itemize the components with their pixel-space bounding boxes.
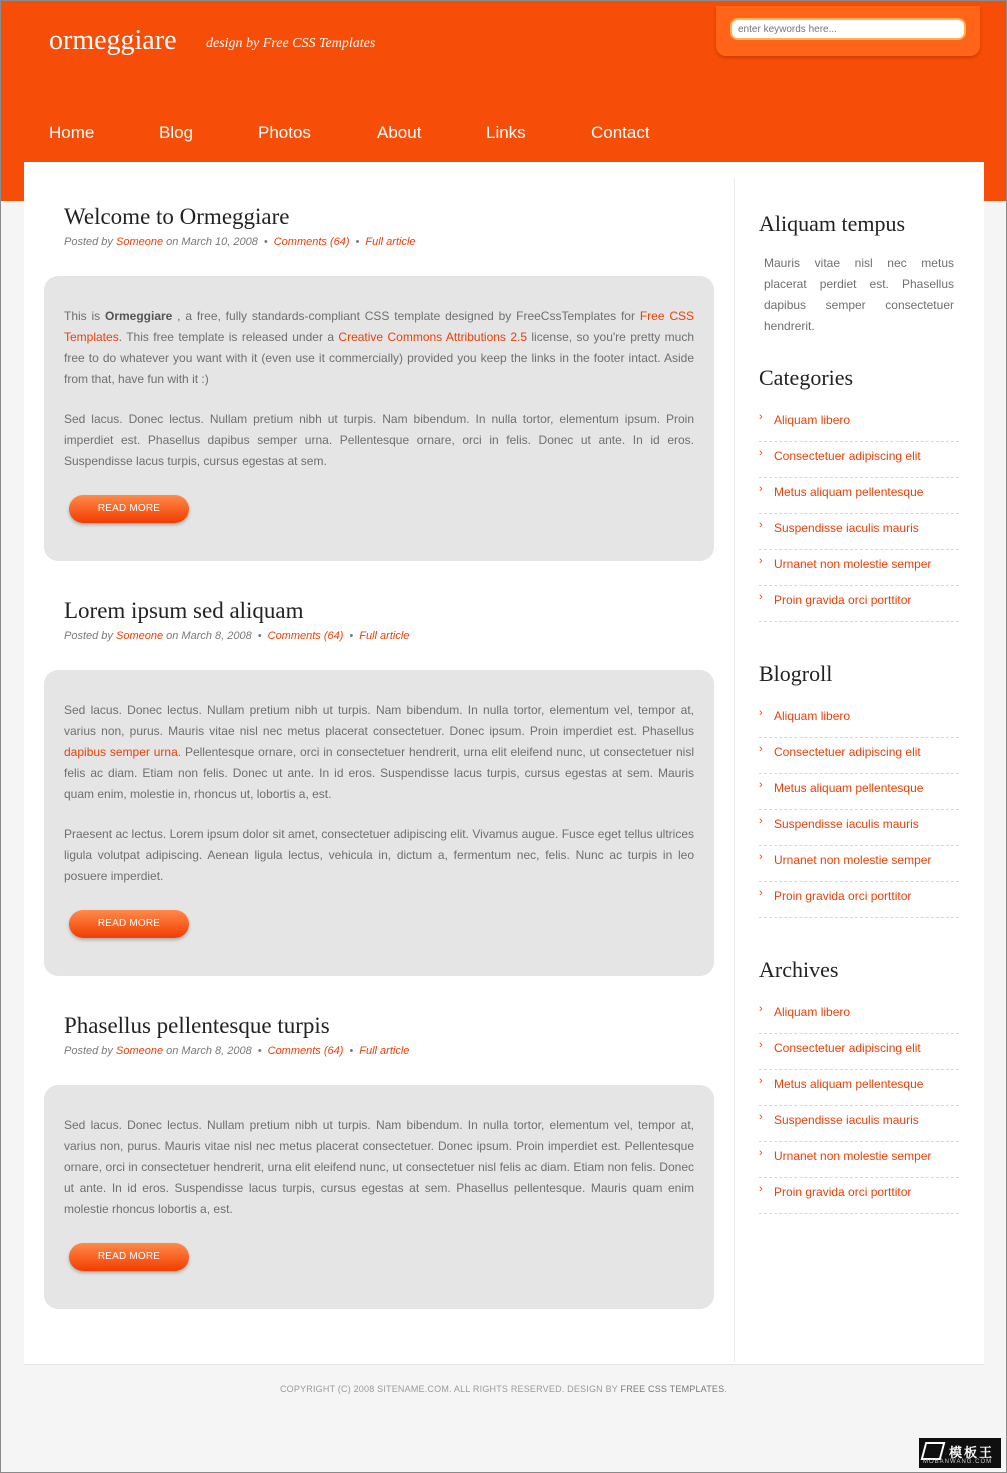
chevron-right-icon: › <box>759 779 763 791</box>
blogroll-link[interactable]: Aliquam libero <box>774 709 851 723</box>
nav-about[interactable]: About <box>377 123 422 142</box>
sidebar-title-archives: Archives <box>759 957 839 982</box>
meta-separator: • <box>355 236 360 248</box>
copyright-text: COPYRIGHT (C) 2008 SITENAME.COM. ALL RIGHTS RESERVED. DESIGN BY <box>279 1384 621 1394</box>
chevron-right-icon: › <box>759 591 763 603</box>
post-entry <box>44 276 714 561</box>
categories-list <box>759 406 959 622</box>
post-paragraph <box>64 306 694 390</box>
blogroll-item[interactable] <box>759 846 959 882</box>
blogroll-list <box>759 702 959 918</box>
full-article-link[interactable]: Full article <box>359 630 410 642</box>
archive-link[interactable]: Metus aliquam pellentesque <box>774 1077 924 1091</box>
chevron-right-icon: › <box>759 447 763 459</box>
chevron-right-icon: › <box>759 1147 763 1159</box>
blogroll-link[interactable]: Urnanet non molestie semper <box>774 853 932 867</box>
meta-separator: • <box>257 630 262 642</box>
category-item[interactable] <box>759 514 959 550</box>
post-paragraph: Praesent ac lectus. Lorem ipsum dolor sit amet, consectetuer adipiscing elit. Vivamus augue. Fusce eget tellus ultrices ligula volutpat adipiscing. Aenean ligula lectus, vehicula in, dictum a, fermentum nec, felis. Nunc ac turpis in leo posuere imperdiet. <box>64 827 694 883</box>
comments-link[interactable]: Comments (64) <box>267 630 344 642</box>
text: . This free template is released under a <box>118 330 339 344</box>
chevron-right-icon: › <box>759 1003 763 1015</box>
sidebar-title-categories: Categories <box>759 365 854 390</box>
footer-divider <box>24 1364 984 1365</box>
archive-item[interactable] <box>759 1142 959 1178</box>
archive-link[interactable]: Consectetuer adipiscing elit <box>774 1041 921 1055</box>
post-title[interactable]: Lorem ipsum sed aliquam <box>64 598 304 623</box>
category-link[interactable]: Proin gravida orci porttitor <box>774 593 912 607</box>
footer-end: . <box>724 1384 728 1394</box>
author-link[interactable]: Someone <box>115 1045 164 1057</box>
free-css-templates-link[interactable]: Free CSS Templates <box>64 309 694 344</box>
chevron-right-icon: › <box>759 1039 763 1051</box>
blogroll-link[interactable]: Proin gravida orci porttitor <box>774 889 912 903</box>
meta-separator: • <box>349 1045 354 1057</box>
dapibus-link[interactable]: dapibus semper urna <box>64 745 178 759</box>
comments-link[interactable]: Comments (64) <box>273 236 350 248</box>
meta-separator: • <box>257 1045 262 1057</box>
post-title[interactable]: Phasellus pellentesque turpis <box>64 1013 330 1038</box>
text: Sed lacus. Donec lectus. Nullam pretium nibh ut turpis. Nam bibendum. In nulla tortor, elementum vel, tempor at, varius non, purus. Mauris vitae nisl nec metus placerat consectetuer. Donec ipsum. Proin imperdiet est. Phasellus <box>64 703 694 738</box>
archive-item[interactable] <box>759 1034 959 1070</box>
design-credit-link[interactable]: FREE CSS TEMPLATES <box>620 1384 725 1394</box>
chevron-right-icon: › <box>759 483 763 495</box>
blogroll-link[interactable]: Suspendisse iaculis mauris <box>774 817 919 831</box>
sidebar-title-about: Aliquam tempus <box>759 211 906 236</box>
category-link[interactable]: Consectetuer adipiscing elit <box>774 449 921 463</box>
archives-list <box>759 998 959 1214</box>
bold-text: Ormeggiare <box>105 309 173 323</box>
site-logo[interactable]: ormeggiare <box>49 25 177 56</box>
blogroll-item[interactable] <box>759 738 959 774</box>
archive-item[interactable] <box>759 998 959 1034</box>
author-link[interactable]: Someone <box>115 630 164 642</box>
chevron-right-icon: › <box>759 707 763 719</box>
read-more-button[interactable]: READ MORE <box>69 495 189 523</box>
full-article-link[interactable]: Full article <box>359 1045 410 1057</box>
chevron-right-icon: › <box>759 887 763 899</box>
chevron-right-icon: › <box>759 1111 763 1123</box>
category-item[interactable] <box>759 442 959 478</box>
chevron-right-icon: › <box>759 851 763 863</box>
post-date: on March 8, 2008 <box>166 1045 252 1057</box>
archive-item[interactable] <box>759 1070 959 1106</box>
chevron-right-icon: › <box>759 555 763 567</box>
post-meta <box>64 236 416 248</box>
search-box <box>716 6 980 56</box>
blogroll-item[interactable] <box>759 810 959 846</box>
meta-separator: • <box>263 236 268 248</box>
post-date: on March 10, 2008 <box>166 236 258 248</box>
category-item[interactable] <box>759 550 959 586</box>
category-item[interactable] <box>759 478 959 514</box>
archive-item[interactable] <box>759 1178 959 1214</box>
blogroll-link[interactable]: Metus aliquam pellentesque <box>774 781 924 795</box>
post-title[interactable]: Welcome to Ormeggiare <box>64 204 290 229</box>
nav-photos[interactable]: Photos <box>258 123 311 142</box>
chevron-right-icon: › <box>759 411 763 423</box>
full-article-link[interactable]: Full article <box>365 236 416 248</box>
watermark-text: 模板王 <box>949 1445 995 1460</box>
chevron-right-icon: › <box>759 1183 763 1195</box>
category-link[interactable]: Suspendisse iaculis mauris <box>774 521 919 535</box>
blogroll-item[interactable] <box>759 774 959 810</box>
category-link[interactable]: Aliquam libero <box>774 413 851 427</box>
category-link[interactable]: Metus aliquam pellentesque <box>774 485 924 499</box>
nav-blog[interactable]: Blog <box>159 123 194 142</box>
sidebar-title-blogroll: Blogroll <box>759 661 833 686</box>
category-link[interactable]: Urnanet non molestie semper <box>774 557 932 571</box>
text: license, so you're pretty much free to do whatever you want with it (even use it commercially) provided you keep the links in the footer intact. Aside from that, have fun with it :) <box>64 330 694 386</box>
blogroll-item[interactable] <box>759 882 959 918</box>
post-meta <box>64 1045 409 1057</box>
chevron-right-icon: › <box>759 743 763 755</box>
post-date: on March 8, 2008 <box>166 630 252 642</box>
read-more-button[interactable]: READ MORE <box>69 910 189 938</box>
post-entry <box>44 1085 714 1309</box>
nav-home[interactable]: Home <box>49 123 95 142</box>
read-more-button[interactable]: READ MORE <box>69 1243 189 1271</box>
meta-separator: • <box>349 630 354 642</box>
site-slogan: design by Free CSS Templates <box>206 36 376 51</box>
archive-link[interactable]: Proin gravida orci porttitor <box>774 1185 912 1199</box>
posted-by-label: Posted by <box>64 236 113 248</box>
watermark-subtext: MOBANWANG.COM <box>923 1459 993 1465</box>
archive-link[interactable]: Aliquam libero <box>774 1005 851 1019</box>
category-item[interactable] <box>759 406 959 442</box>
posted-by-label: Posted by <box>64 1045 113 1057</box>
text: . Pellentesque ornare, orci in consectetuer hendrerit, urna elit eleifend nunc, ut consectetuer nisl felis ac diam. Etiam non felis. Donec ut ante. In id eros. Suspendisse lacus turpis, cursus egestas at sem. Mauris quam enim, molestie in, rhoncus ut, lobortis a, est. <box>64 745 695 801</box>
watermark-logo <box>919 1438 1001 1468</box>
watermark-icon <box>921 1442 946 1460</box>
posted-by-label: Posted by <box>64 630 113 642</box>
nav-contact[interactable]: Contact <box>591 123 650 142</box>
archive-link[interactable]: Urnanet non molestie semper <box>774 1149 932 1163</box>
blogroll-link[interactable]: Consectetuer adipiscing elit <box>774 745 921 759</box>
chevron-right-icon: › <box>759 1075 763 1087</box>
post-entry <box>44 670 714 976</box>
text: , a free, fully standards-compliant CSS template designed by FreeCssTemplates for <box>172 309 640 323</box>
comments-link[interactable]: Comments (64) <box>267 1045 344 1057</box>
author-link[interactable]: Someone <box>115 236 164 248</box>
site-footer <box>0 1384 1007 1394</box>
archive-link[interactable]: Suspendisse iaculis mauris <box>774 1113 919 1127</box>
sidebar-about-text: Mauris vitae nisl nec metus placerat perdiet est. Phasellus dapibus semper consectetuer hendrerit. <box>764 256 954 333</box>
nav-links[interactable]: Links <box>486 123 526 142</box>
chevron-right-icon: › <box>759 815 763 827</box>
search-input[interactable] <box>730 18 966 40</box>
column-divider <box>734 178 735 1362</box>
category-item[interactable] <box>759 586 959 622</box>
blogroll-item[interactable] <box>759 702 959 738</box>
post-paragraph: Sed lacus. Donec lectus. Nullam pretium nibh ut turpis. Nam bibendum. In nulla tortor, elementum ipsum. Proin imperdiet est. Phasellus dapibus semper urna. Pellentesque ornare, orci in felis. Donec ut ante. In id eros. Suspendisse lacus turpis, cursus egestas at sem. <box>64 412 694 468</box>
post-meta <box>64 630 409 642</box>
text: This is <box>64 309 105 323</box>
creative-commons-link[interactable]: Creative Commons Attributions 2.5 <box>338 330 527 344</box>
archive-item[interactable] <box>759 1106 959 1142</box>
chevron-right-icon: › <box>759 519 763 531</box>
post-paragraph: Sed lacus. Donec lectus. Nullam pretium nibh ut turpis. Nam bibendum. In nulla tortor, elementum vel, tempor at, varius non, purus. Mauris vitae nisl nec metus placerat consectetuer. Donec ipsum. Proin imperdiet est. Pellentesque ornare, orci in consectetuer hendrerit, urna elit eleifend nunc, ut consectetuer nisl felis ac diam. Etiam non felis. Donec ut ante. In id eros. Suspendisse lacus turpis, cursus egestas at sem. Phasellus pellentesque. Mauris quam enim molestie rhoncus lobortis a, est. <box>64 1118 694 1216</box>
post-paragraph <box>64 700 694 805</box>
